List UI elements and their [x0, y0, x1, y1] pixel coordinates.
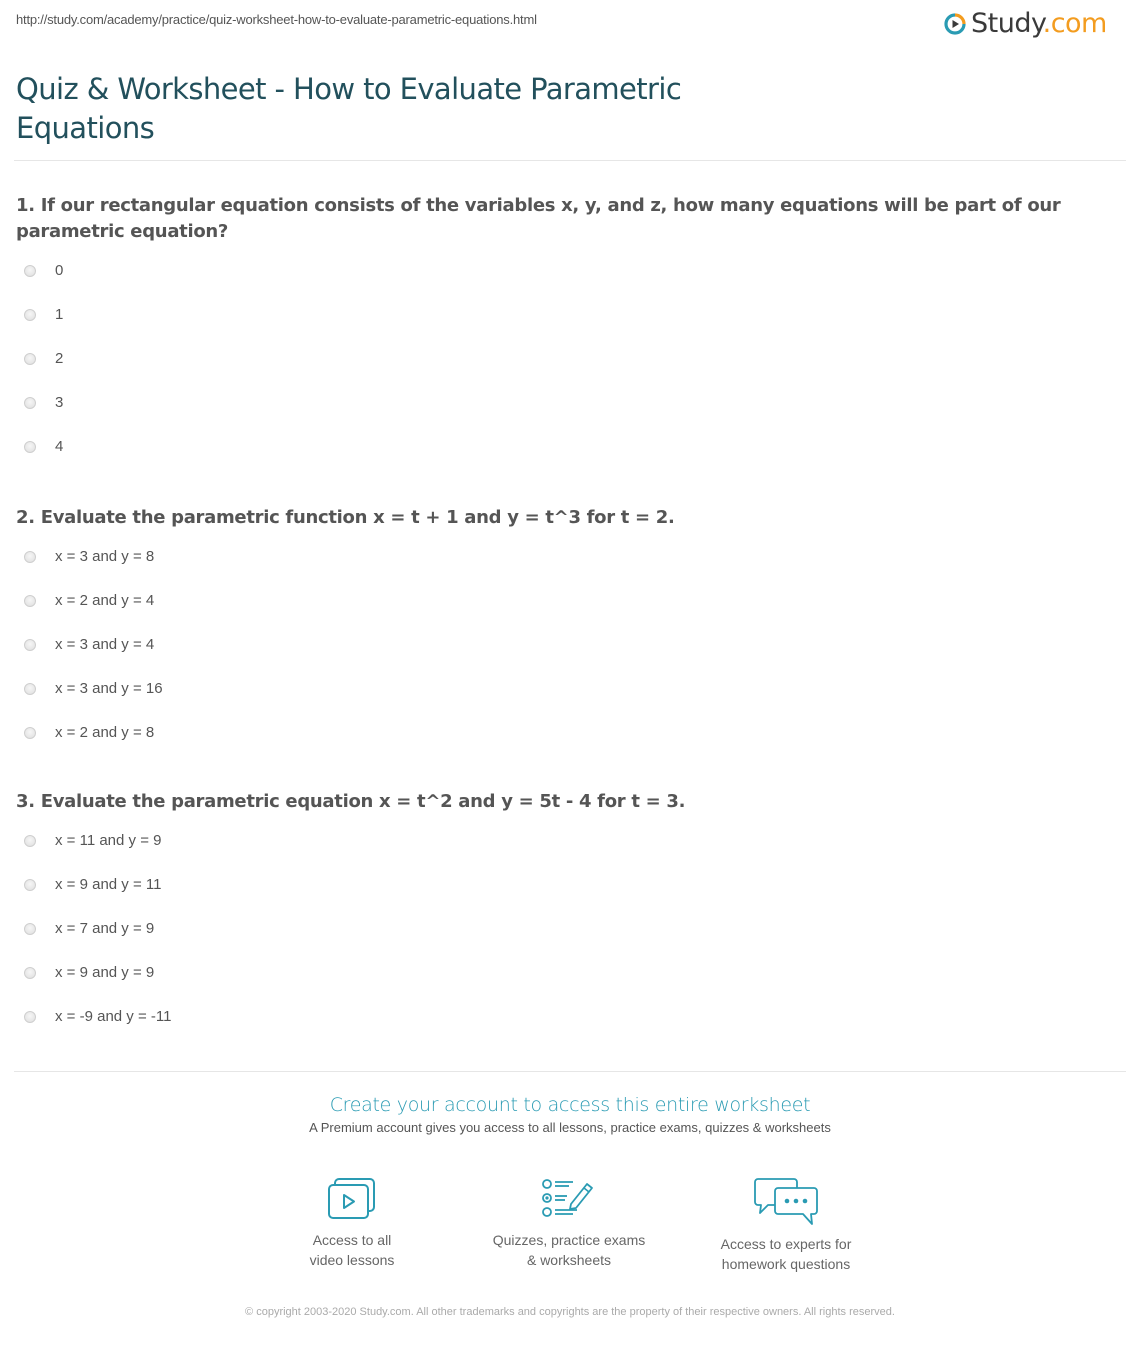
- create-account-link[interactable]: Create your account to access this entire worksheet: [329, 1094, 811, 1116]
- option-label: x = 11 and y = 9: [55, 832, 162, 849]
- question-text: 1. If our rectangular equation consists of the variables x, y, and z, how many equations will be part of our parametric equation?: [16, 195, 1061, 242]
- option-label: x = -9 and y = -11: [55, 1008, 172, 1025]
- answer-option[interactable]: [16, 592, 1116, 636]
- feature-label: Access to all video lessons: [309, 1232, 395, 1268]
- copyright-notice: © copyright 2003-2020 Study.com. All other trademarks and copyrights are the property of their respective owners. All rights reserved.: [245, 1306, 895, 1318]
- feature-quizzes: [469, 1176, 669, 1270]
- answer-option[interactable]: [16, 920, 1116, 964]
- question-text: 3. Evaluate the parametric equation x = t^2 and y = 5t - 4 for t = 3.: [16, 791, 686, 812]
- radio-button[interactable]: [24, 397, 36, 409]
- study-logo[interactable]: [944, 8, 1107, 39]
- question-3: [16, 789, 1116, 1052]
- radio-button[interactable]: [24, 727, 36, 739]
- answer-option[interactable]: [16, 636, 1116, 680]
- option-label: 4: [55, 438, 64, 455]
- answer-option[interactable]: [16, 262, 1116, 306]
- option-label: x = 9 and y = 11: [55, 876, 162, 893]
- radio-button[interactable]: [24, 309, 36, 321]
- option-label: 0: [55, 262, 64, 279]
- question-1: [16, 193, 1116, 482]
- option-label: 2: [55, 350, 64, 367]
- feature-label: Access to experts for homework questions: [720, 1236, 852, 1272]
- answer-option[interactable]: [16, 548, 1116, 592]
- quiz-checklist-icon: [541, 1176, 597, 1222]
- radio-button[interactable]: [24, 923, 36, 935]
- answer-option[interactable]: [16, 680, 1116, 724]
- feature-experts: [686, 1176, 886, 1274]
- answer-option[interactable]: [16, 964, 1116, 1008]
- question-2: [16, 505, 1116, 768]
- page-title: Quiz & Worksheet - How to Evaluate Parametric Equations: [16, 72, 682, 145]
- option-label: x = 3 and y = 8: [55, 548, 155, 565]
- radio-button[interactable]: [24, 265, 36, 277]
- feature-video-lessons: [252, 1176, 452, 1270]
- question-text: 2. Evaluate the parametric function x = t + 1 and y = t^3 for t = 2.: [16, 507, 675, 528]
- option-label: 3: [55, 394, 64, 411]
- answer-option[interactable]: [16, 1008, 1116, 1052]
- video-lessons-icon: [326, 1176, 378, 1222]
- option-label: x = 2 and y = 4: [55, 592, 155, 609]
- radio-button[interactable]: [24, 1011, 36, 1023]
- content-divider: [14, 1071, 1126, 1072]
- radio-button[interactable]: [24, 835, 36, 847]
- option-label: x = 2 and y = 8: [55, 724, 155, 741]
- option-label: 1: [55, 306, 64, 323]
- radio-button[interactable]: [24, 967, 36, 979]
- option-label: x = 9 and y = 9: [55, 964, 155, 981]
- radio-button[interactable]: [24, 441, 36, 453]
- answer-option[interactable]: [16, 350, 1116, 394]
- logo-wordmark: Study.com: [971, 8, 1107, 39]
- signup-promo: [0, 1094, 1140, 1135]
- radio-button[interactable]: [24, 639, 36, 651]
- answer-option[interactable]: [16, 724, 1116, 768]
- radio-button[interactable]: [24, 551, 36, 563]
- page-url: http://study.com/academy/practice/quiz-worksheet-how-to-evaluate-parametric-equations.html: [16, 12, 537, 27]
- radio-button[interactable]: [24, 879, 36, 891]
- option-label: x = 7 and y = 9: [55, 920, 155, 937]
- answer-options: [16, 262, 1116, 482]
- answer-option[interactable]: [16, 832, 1116, 876]
- answer-option[interactable]: [16, 876, 1116, 920]
- option-label: x = 3 and y = 16: [55, 680, 163, 697]
- premium-description: A Premium account gives you access to all lessons, practice exams, quizzes & worksheets: [309, 1120, 831, 1135]
- radio-button[interactable]: [24, 683, 36, 695]
- header-divider: [14, 160, 1126, 161]
- radio-button[interactable]: [24, 595, 36, 607]
- play-logo-icon: [944, 13, 966, 35]
- answer-options: [16, 548, 1116, 768]
- option-label: x = 3 and y = 4: [55, 636, 155, 653]
- chat-bubbles-icon: [754, 1176, 818, 1226]
- answer-option[interactable]: [16, 306, 1116, 350]
- answer-option[interactable]: [16, 438, 1116, 482]
- answer-option[interactable]: [16, 394, 1116, 438]
- answer-options: [16, 832, 1116, 1052]
- feature-label: Quizzes, practice exams & worksheets: [492, 1232, 646, 1268]
- radio-button[interactable]: [24, 353, 36, 365]
